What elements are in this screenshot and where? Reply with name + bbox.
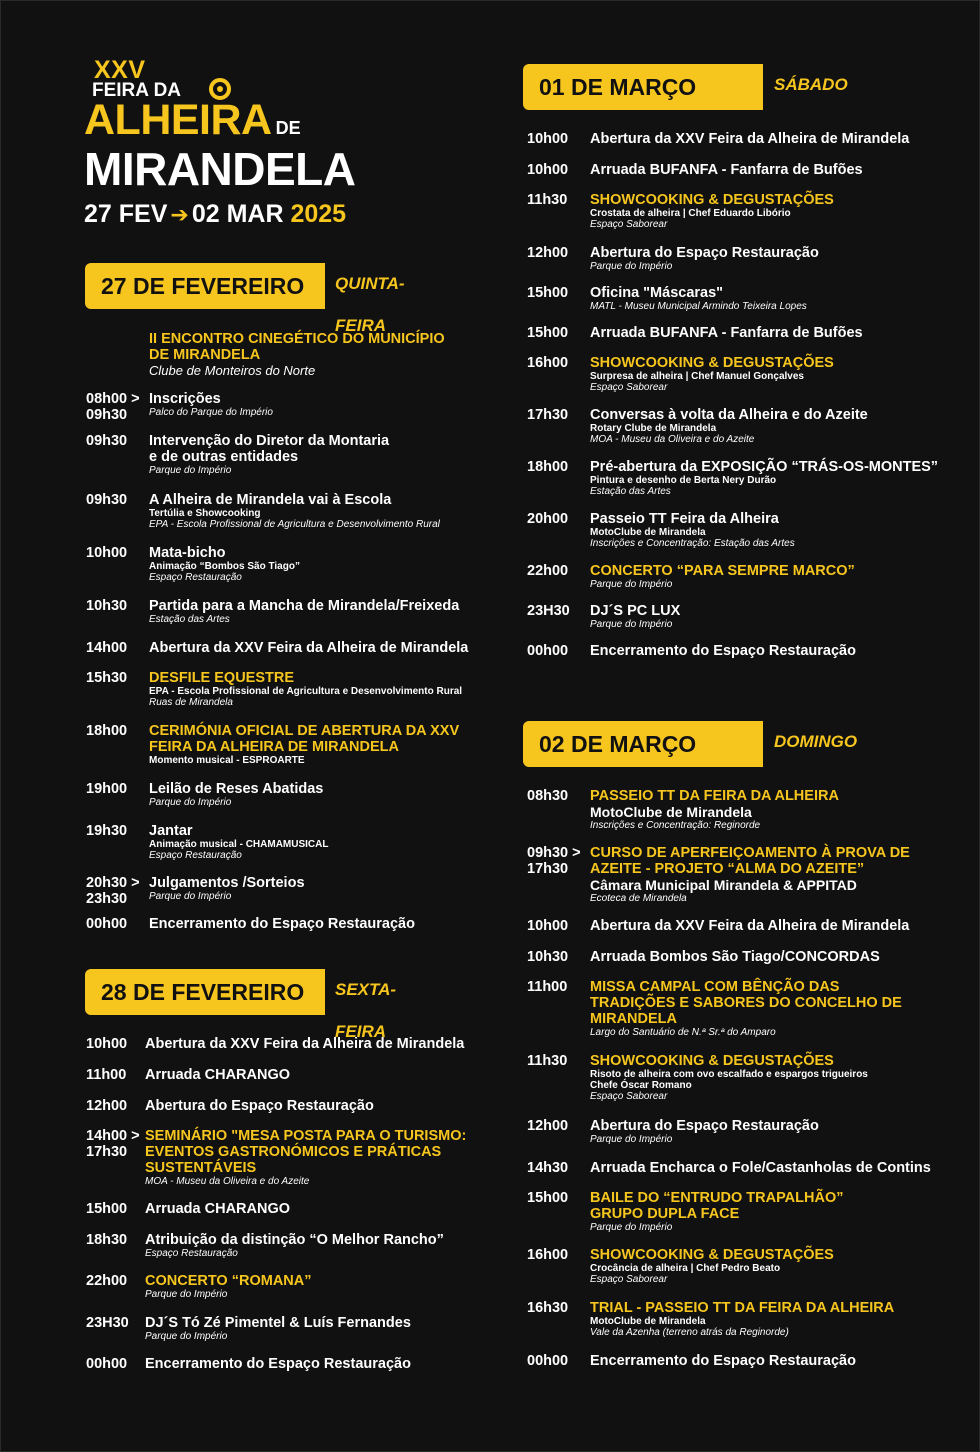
event-body: [590, 643, 856, 659]
event-title: Abertura da XXV Feira da Alheira de Mirandela: [590, 131, 910, 147]
event-time-start: 19h30: [86, 823, 128, 839]
event-title: II ENCONTRO CINEGÉTICO DO MUNICÍPIO: [149, 331, 445, 347]
event-time: [527, 1118, 568, 1134]
event-title-line2: FEIRA DA ALHEIRA DE MIRANDELA: [149, 739, 399, 755]
event-time: [527, 1353, 568, 1369]
event-body: [590, 1160, 931, 1176]
event-time: [527, 1247, 568, 1263]
event-body: [149, 492, 440, 530]
event-body: [590, 1353, 856, 1369]
event-time-end: 17h30: [86, 1144, 128, 1160]
event-time: [527, 192, 567, 208]
ring-icon: [209, 78, 231, 100]
event-location: Inscrições e Concentração: Estação das Artes: [590, 538, 795, 549]
event-location: Largo do Santuário de N.ª Sr.ª do Amparo: [590, 1027, 776, 1038]
event-title-line2: TRADIÇÕES E SABORES DO CONCELHO DE: [590, 995, 902, 1011]
event-body: [149, 391, 273, 418]
event-location: Vale da Azenha (terreno atrás da Reginorde): [590, 1327, 789, 1338]
event-body: [149, 781, 323, 808]
event-time: [86, 391, 140, 423]
event-title: Inscrições: [149, 391, 221, 407]
event-body: [145, 1098, 374, 1114]
event-body: [590, 603, 680, 630]
event-time: [527, 845, 581, 877]
event-time: [86, 723, 127, 739]
event-time: [527, 245, 568, 261]
event-time-start: 09h30 >: [527, 845, 581, 861]
event-time: [86, 1273, 127, 1289]
event-location: Espaço Saborear: [590, 1274, 668, 1285]
event-time-start: 10h00: [86, 1036, 128, 1052]
event-time-start: 15h00: [527, 285, 569, 301]
event-location: MOA - Museu da Oliveira e do Azeite: [590, 434, 755, 445]
day-weekday: SEXTA-FEIRA: [335, 980, 397, 1041]
event-title: Arruada Encharca o Fole/Castanholas de Contins: [590, 1160, 931, 1176]
logo-line4: MIRANDELA: [84, 143, 356, 195]
event-detail: Crostata de alheira | Chef Eduardo Libório: [590, 208, 791, 219]
event-location: EPA - Escola Profissional de Agricultura e Desenvolvimento Rural: [149, 519, 440, 530]
event-body: [149, 723, 459, 766]
event-body: [590, 1247, 834, 1285]
event-body: [149, 598, 459, 625]
event-title-line2: GRUPO DUPLA FACE: [590, 1206, 740, 1222]
event-location: Estação das Artes: [590, 486, 671, 497]
event-body: [145, 1273, 311, 1300]
event-title: Abertura da XXV Feira da Alheira de Mirandela: [590, 918, 910, 934]
event-time: [527, 285, 568, 301]
event-body: [590, 845, 910, 904]
event-title: Abertura da XXV Feira da Alheira de Mirandela: [149, 640, 469, 656]
event-time-start: 15h00: [527, 1190, 569, 1206]
event-time-start: 15h00: [527, 325, 569, 341]
event-location: MATL - Museu Municipal Armindo Teixeira Lopes: [590, 301, 807, 312]
event-location: Estação das Artes: [149, 614, 230, 625]
event-body: [145, 1232, 444, 1259]
logo-line3: [84, 96, 404, 148]
event-time-start: 22h00: [527, 563, 569, 579]
event-location: MOA - Museu da Oliveira e do Azeite: [145, 1176, 310, 1187]
event-body: [149, 545, 300, 583]
event-title: Intervenção do Diretor da Montaria: [149, 433, 390, 449]
event-title: Arruada Bombos São Tiago/CONCORDAS: [590, 949, 880, 965]
event-location: Espaço Saborear: [590, 1091, 668, 1102]
event-detail: Risoto de alheira com ovo escalfado e espargos trigueiros: [590, 1069, 868, 1080]
event-body: [590, 949, 880, 965]
event-title: Abertura do Espaço Restauração: [590, 1118, 819, 1134]
event-location: Palco do Parque do Império: [149, 407, 273, 418]
logo-edition: XXV: [94, 56, 146, 84]
event-title: Encerramento do Espaço Restauração: [590, 1353, 856, 1369]
event-time-start: 16h00: [527, 355, 569, 371]
event-body: [590, 192, 834, 230]
event-body: [145, 1128, 466, 1187]
event-time-start: 11h00: [86, 1067, 127, 1083]
event-organizer: Câmara Municipal Mirandela & APPITAD: [590, 877, 857, 893]
event-detail: Animação musical - CHAMAMUSICAL: [149, 839, 329, 850]
event-time: [527, 1160, 568, 1176]
event-time: [527, 355, 568, 371]
event-time: [527, 918, 568, 934]
event-time: [86, 1128, 140, 1160]
logo-de: DE: [275, 118, 301, 138]
event-time-start: 18h30: [86, 1232, 128, 1248]
event-time-start: 15h00: [86, 1201, 128, 1217]
event-time: [86, 670, 127, 686]
event-location: Espaço Restauração: [149, 572, 242, 583]
event-title: Abertura da XXV Feira da Alheira de Mirandela: [145, 1036, 465, 1052]
event-time: [527, 949, 568, 965]
event-title: Partida para a Mancha de Mirandela/Freixeda: [149, 598, 460, 614]
event-location: Parque do Império: [145, 1331, 228, 1342]
event-title: Arruada BUFANFA - Fanfarra de Bufões: [590, 325, 863, 341]
event-title: Arruada BUFANFA - Fanfarra de Bufões: [590, 162, 863, 178]
festival-logo: [84, 56, 404, 195]
event-body: [149, 331, 445, 378]
event-time-start: 14h00 >: [86, 1128, 140, 1144]
event-time-start: 15h30: [86, 670, 128, 686]
event-title: Abertura do Espaço Restauração: [145, 1098, 374, 1114]
event-detail: MotoClube de Mirandela: [590, 1316, 706, 1327]
event-time-end: 09h30: [86, 407, 128, 423]
event-title: Julgamentos /Sorteios: [149, 875, 305, 891]
event-title: DESFILE EQUESTRE: [149, 670, 295, 686]
event-location: Parque do Império: [149, 891, 232, 902]
event-body: [590, 1118, 819, 1145]
event-time: [86, 823, 127, 839]
event-time: [86, 1098, 127, 1114]
date-end: 02 MAR: [191, 200, 284, 228]
logo-line2: FEIRA DA: [92, 80, 182, 101]
event-time-start: 20h00: [527, 511, 569, 527]
event-time-start: 12h00: [527, 245, 569, 261]
event-time-start: 10h00: [527, 131, 569, 147]
event-title: Encerramento do Espaço Restauração: [145, 1356, 411, 1372]
event-time-start: 12h00: [86, 1098, 128, 1114]
event-time-start: 10h00: [86, 545, 128, 561]
event-time: [86, 492, 127, 508]
event-time-start: 12h00: [527, 1118, 569, 1134]
event-title: Conversas à volta da Alheira e do Azeite: [590, 407, 868, 423]
event-time-start: 16h30: [527, 1300, 569, 1316]
event-location: Parque do Império: [590, 579, 673, 590]
event-time: [86, 640, 127, 656]
event-title: SHOWCOOKING & DEGUSTAÇÕES: [590, 192, 834, 208]
event-body: [590, 788, 839, 831]
event-body: [149, 823, 328, 861]
event-title: CURSO DE APERFEIÇOAMENTO À PROVA DE: [590, 845, 910, 861]
event-detail: Tertúlia e Showcooking: [149, 508, 261, 519]
logo-alheira: ALHEIRA: [84, 96, 272, 144]
event-time-start: 23H30: [527, 603, 570, 619]
event-time: [527, 603, 570, 619]
event-time-start: 22h00: [86, 1273, 128, 1289]
event-time-start: 09h30: [86, 492, 128, 508]
day-date: 01 DE MARÇO: [523, 64, 763, 110]
event-location: Parque do Império: [149, 797, 232, 808]
event-time: [86, 916, 127, 932]
event-body: [590, 979, 902, 1038]
event-body: [145, 1036, 464, 1052]
event-time-start: 14h00: [86, 640, 128, 656]
event-detail: Pintura e desenho de Berta Nery Durão: [590, 475, 777, 486]
event-time-start: 10h30: [86, 598, 128, 614]
event-title: CONCERTO “ROMANA”: [145, 1273, 312, 1289]
event-time-start: 11h00: [527, 979, 568, 995]
event-time-start: 08h00 >: [86, 391, 140, 407]
event-body: [145, 1067, 290, 1083]
event-time: [86, 1036, 127, 1052]
event-location: Parque do Império: [590, 619, 673, 630]
event-title: DJ´S PC LUX: [590, 603, 681, 619]
event-time: [527, 1300, 568, 1316]
event-body: [590, 355, 834, 393]
event-time-start: 11h30: [527, 1053, 568, 1069]
event-time: [86, 1315, 129, 1331]
event-body: [590, 563, 855, 590]
day-date: 27 DE FEVEREIRO: [85, 263, 325, 309]
event-detail: Surpresa de alheira | Chef Manuel Gonçalves: [590, 371, 804, 382]
event-title-line2: EVENTOS GASTRONÓMICOS E PRÁTICAS: [145, 1144, 442, 1160]
event-time: [527, 131, 568, 147]
event-time-start: 14h30: [527, 1160, 569, 1176]
event-title-line3: SUSTENTÁVEIS: [145, 1160, 257, 1176]
event-time-start: 18h00: [527, 459, 569, 475]
event-title: Atribuição da distinção “O Melhor Rancho”: [145, 1232, 444, 1248]
event-location: Espaço Saborear: [590, 382, 668, 393]
event-time-start: 18h00: [86, 723, 128, 739]
event-body: [590, 325, 863, 341]
day-weekday: QUINTA-FEIRA: [335, 274, 405, 335]
event-title: Encerramento do Espaço Restauração: [149, 916, 415, 932]
event-time: [86, 1067, 126, 1083]
event-body: [590, 511, 795, 549]
event-time-start: 11h30: [527, 192, 568, 208]
event-title: TRIAL - PASSEIO TT DA FEIRA DA ALHEIRA: [590, 1300, 895, 1316]
event-time-start: 23H30: [86, 1315, 129, 1331]
event-body: [590, 918, 909, 934]
event-time: [527, 563, 568, 579]
event-location: Parque do Império: [149, 465, 232, 476]
event-time-end: 23h30: [86, 891, 128, 907]
event-time: [86, 875, 140, 907]
day-weekday: DOMINGO: [774, 732, 858, 751]
event-time-start: 00h00: [86, 1356, 128, 1372]
event-detail: Rotary Clube de Mirandela: [590, 423, 717, 434]
event-time: [527, 1053, 567, 1069]
event-time-start: 10h00: [527, 918, 569, 934]
event-body: [590, 131, 909, 147]
event-title: CONCERTO “PARA SEMPRE MARCO”: [590, 563, 855, 579]
event-body: [590, 285, 807, 312]
event-time: [527, 643, 568, 659]
event-title-line2: e de outras entidades: [149, 449, 299, 465]
event-title: CERIMÓNIA OFICIAL DE ABERTURA DA XXV: [149, 723, 460, 739]
event-detail: EPA - Escola Profissional de Agricultura e Desenvolvimento Rural: [149, 686, 463, 697]
event-time: [86, 1356, 127, 1372]
event-location: Ruas de Mirandela: [149, 697, 233, 708]
event-time: [527, 162, 568, 178]
event-time-start: 10h00: [527, 162, 569, 178]
event-body: [590, 459, 938, 497]
event-title: Jantar: [149, 823, 193, 839]
event-detail: Animação “Bombos São Tiago”: [149, 561, 300, 572]
event-body: [149, 640, 468, 656]
event-title: Arruada CHARANGO: [145, 1201, 291, 1217]
event-title: SHOWCOOKING & DEGUSTAÇÕES: [590, 355, 834, 371]
event-body: [149, 916, 415, 932]
event-title: Arruada CHARANGO: [145, 1067, 291, 1083]
event-title-line3: MIRANDELA: [590, 1011, 677, 1027]
event-title: BAILE DO “ENTRUDO TRAPALHÃO”: [590, 1190, 844, 1206]
event-time: [86, 781, 127, 797]
event-title-line2: AZEITE - PROJETO “ALMA DO AZEITE”: [590, 861, 865, 877]
event-title: SEMINÁRIO "MESA POSTA PARA O TURISMO:: [145, 1128, 467, 1144]
event-title: SHOWCOOKING & DEGUSTAÇÕES: [590, 1053, 834, 1069]
event-body: [590, 1190, 843, 1233]
event-organizer: MotoClube de Mirandela: [590, 804, 752, 820]
event-time-start: 19h00: [86, 781, 128, 797]
event-detail: Crocância de alheira | Chef Pedro Beato: [590, 1263, 781, 1274]
festival-dates: [84, 200, 346, 229]
event-location: Parque do Império: [590, 1134, 673, 1145]
event-body: [590, 245, 819, 272]
event-detail-line2: Chefe Óscar Romano: [590, 1080, 692, 1091]
event-title: SHOWCOOKING & DEGUSTAÇÕES: [590, 1247, 834, 1263]
event-detail: Momento musical - ESPROARTE: [149, 755, 305, 766]
event-time-start: 16h00: [527, 1247, 569, 1263]
event-time: [86, 433, 127, 449]
event-title: Abertura do Espaço Restauração: [590, 245, 819, 261]
event-body: [590, 1053, 868, 1102]
arrow-right-icon: ➔: [170, 202, 189, 227]
event-title: Pré-abertura da EXPOSIÇÃO “TRÁS-OS-MONTES”: [590, 459, 939, 475]
event-time: [86, 1201, 127, 1217]
event-time-start: 09h30: [86, 433, 128, 449]
event-time-start: 20h30 >: [86, 875, 140, 891]
event-time: [527, 325, 568, 341]
event-time-start: 00h00: [527, 643, 569, 659]
event-location: Parque do Império: [145, 1289, 228, 1300]
event-time: [527, 407, 568, 423]
event-time-start: 00h00: [527, 1353, 569, 1369]
event-title: Encerramento do Espaço Restauração: [590, 643, 856, 659]
event-location: Parque do Império: [590, 1222, 673, 1233]
event-time-start: 00h00: [86, 916, 128, 932]
event-title: DJ´S Tó Zé Pimentel & Luís Fernandes: [145, 1315, 411, 1331]
event-title: MISSA CAMPAL COM BÊNÇÃO DAS: [590, 979, 840, 995]
event-body: [145, 1315, 411, 1342]
day-weekday: SÁBADO: [774, 75, 848, 94]
event-location: Ecoteca de Mirandela: [590, 893, 687, 904]
event-body: [590, 407, 868, 445]
event-title: PASSEIO TT DA FEIRA DA ALHEIRA: [590, 788, 839, 804]
event-time: [527, 979, 567, 995]
event-detail: MotoClube de Mirandela: [590, 527, 706, 538]
event-title: Passeio TT Feira da Alheira: [590, 511, 779, 527]
event-time: [86, 598, 127, 614]
event-body: [145, 1201, 290, 1217]
date-year: 2025: [290, 200, 347, 228]
event-body: [590, 1300, 894, 1338]
event-title: Oficina "Máscaras": [590, 285, 724, 301]
event-title: Mata-bicho: [149, 545, 226, 561]
day-date: 02 DE MARÇO: [523, 721, 763, 767]
event-body: [590, 162, 863, 178]
event-time-end: 17h30: [527, 861, 569, 877]
event-time-start: 08h30: [527, 788, 569, 804]
event-organizer: Clube de Monteiros do Norte: [149, 363, 316, 378]
event-location: Inscrições e Concentração: Reginorde: [590, 820, 761, 831]
event-location: Parque do Império: [590, 261, 673, 272]
day-date: 28 DE FEVEREIRO: [85, 969, 325, 1015]
event-time: [86, 1232, 127, 1248]
event-location: Espaço Restauração: [149, 850, 242, 861]
event-body: [145, 1356, 411, 1372]
event-location: Espaço Restauração: [145, 1248, 238, 1259]
event-title: Leilão de Reses Abatidas: [149, 781, 324, 797]
event-body: [149, 875, 305, 902]
event-time: [527, 459, 568, 475]
event-time-start: 10h30: [527, 949, 569, 965]
event-time-start: 17h30: [527, 407, 569, 423]
event-time: [527, 511, 568, 527]
event-time: [527, 788, 568, 804]
event-location: Espaço Saborear: [590, 219, 668, 230]
event-title-line2: DE MIRANDELA: [149, 347, 261, 363]
event-time: [527, 1190, 568, 1206]
event-body: [149, 433, 389, 476]
event-body: [149, 670, 462, 708]
event-title: A Alheira de Mirandela vai à Escola: [149, 492, 392, 508]
date-start: 27 FEV: [84, 200, 168, 228]
event-time: [86, 545, 127, 561]
